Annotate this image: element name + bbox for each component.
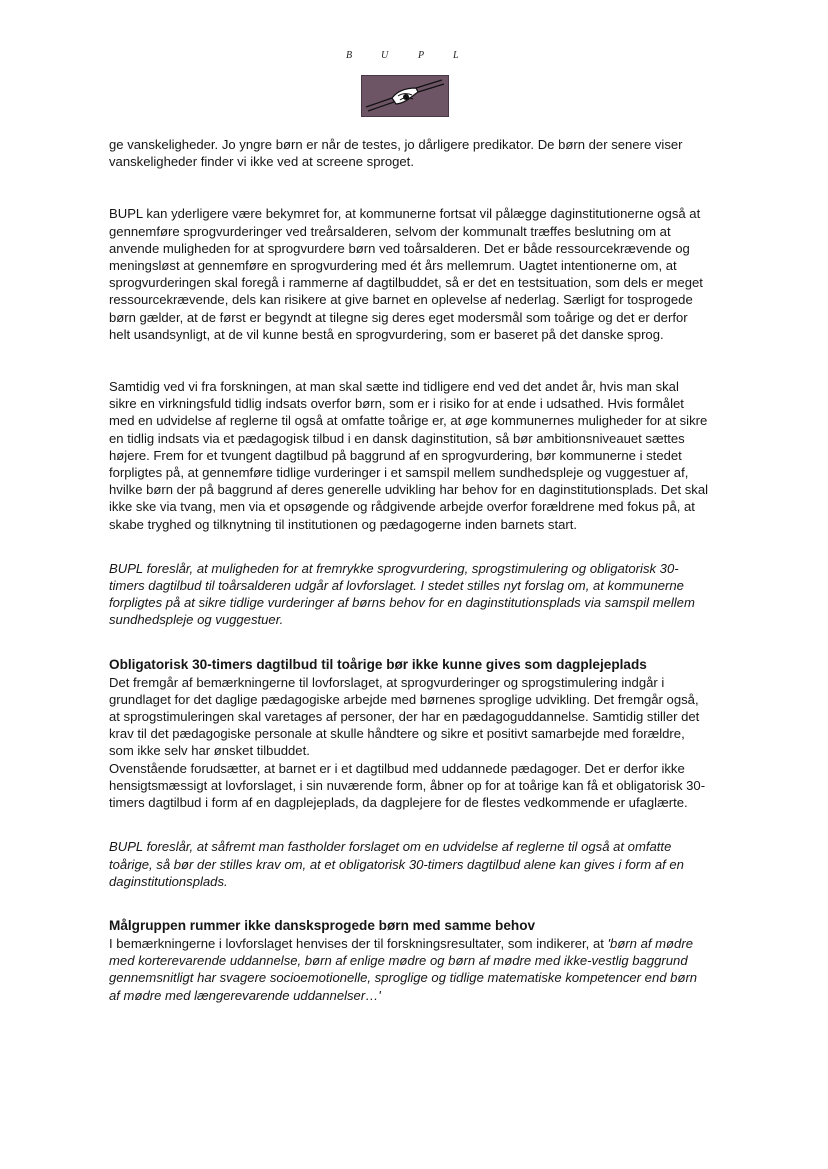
- heading-maalgruppe: Målgruppen rummer ikke dansksprogede børn med samme behov: [109, 917, 536, 933]
- paragraph-8: [109, 935, 709, 1004]
- proposal-1: BUPL foreslår, at muligheden for at fremrykke sprogvurdering, sprogstimulering og obligatorisk 30-timers dagtilbud til toårsalderen udgår af lovforslaget. I stedet stilles nyt forslag om, at kommunerne forpligtes på at sikre tidlige vurderinger af børns behov for en daginstitutionsplads via samspil mellem sundhedspleje og vuggestuer.: [109, 560, 695, 628]
- letter-b: B: [346, 50, 353, 61]
- bupl-logo: [361, 75, 449, 117]
- heading-dagpleje: Obligatorisk 30-timers dagtilbud til toårige bør ikke kunne gives som dagplejeplads: [109, 656, 647, 672]
- letterhead: [0, 50, 828, 120]
- paragraph-3: Samtidig ved vi fra forskningen, at man skal sætte ind tidligere end ved det andet år, hvis man skal sikre en virkningsfuld tidlig indsats overfor børn, som er i risiko for at ende i udsathed. Hvis formålet med en udvidelse af reglerne til også at omfatte toårige er, at øge kommunernes muligheder for at sikre en tidlig indsats via et pædagogisk tilbud i en dansk daginstitution, så bør ambitionsniveauet sættes højere. Frem for et tvungent dagtilbud på baggrund af en sprogvurdering, bør kommunerne i stedet forpligtes på, at gennemføre tidlige vurderinger i et samspil mellem sundhedspleje og vuggestuer af, hvilke børn der på baggrund af deres generelle udvikling har behov for en daginstitutionsplads. Det skal ikke ske via tvang, men via et opsøgende og rådgivende arbejde overfor forældrene med fokus på, at skabe tryghed og tilknytning til institutionen og pædagogerne inden barnets start.: [109, 379, 709, 532]
- paragraph-1: ge vanskeligheder. Jo yngre børn er når de testes, jo dårligere predikator. De børn der senere viser vanskeligheder finder vi ikke ved at screene sproget.: [109, 137, 683, 170]
- paragraph-8-quote: 'børn af mødre med korterevarende uddannelse, børn af enlige mødre og børn af mødre med ikke-vestlig baggrund gennemsnitligt har svagere socioemotionelle, sproglige og tidlige matematiske kompetencer end børn af mødre med længerevarende uddannelser…': [109, 935, 698, 1003]
- bupl-letters: [346, 50, 466, 64]
- paragraph-2: BUPL kan yderligere være bekymret for, at kommunerne fortsat vil pålægge daginstitutionerne også at gennemføre sprogvurderinger ved treårsalderen, selvom der kommunalt træffes beslutning om at anvende muligheden for at sprogvurdere børn ved toårsalderen. Det er både ressourcekrævende og meningsløst at gennemføre en sprogvurdering med ét års mellemrum. Uagtet intentionerne om, at sprogvurderingen skal foregå i rammerne af dagtilbuddet, så er det en testsituation, som dels er meget ressourcekrævende, dels kan risikere at give barnet en oplevelse af nederlag. Særligt for tosprogede børn gælder, at de først er begyndt at tilegne sig deres eget modersmål som toårige og det er derfor helt usandsynligt, at de vil kunne bestå en sprogvurdering, som er baseret på det danske sprog.: [109, 206, 703, 342]
- paragraph-5: Det fremgår af bemærkningerne til lovforslaget, at sprogvurderinger og sprogstimulering indgår i grundlaget for det daglige pædagogiske arbejde med børnenes sproglige udvikling. Det fremgår også, at sprogstimuleringen skal varetages af personer, der har en pædagoguddannelse. Samtidig stiller det krav til det pædagogiske personale at skulle håndtere og sikre et positivt samarbejde med forældre, som ikke selv har ønsket tilbuddet.: [109, 674, 700, 759]
- paragraph-6: Ovenstående forudsætter, at barnet er i et dagtilbud med uddannede pædagoger. Det er derfor ikke hensigtsmæssigt at lovforslaget, i sin nuværende form, åbner op for at toårige kan få et obligatorisk 30-timers dagtilbud i form af en dagplejeplads, da dagplejere for de flestes vedkommende er ufaglærte.: [109, 760, 706, 811]
- handshake-icon: [362, 76, 448, 116]
- letter-l: L: [453, 50, 459, 61]
- proposal-2: BUPL foreslår, at såfremt man fastholder forslaget om en udvidelse af reglerne til også at omfatte toårige, så bør der stilles krav om, at et obligatorisk 30-timers dagtilbud alene kan gives i form af en daginstitutionsplads.: [109, 839, 684, 889]
- letter-u: U: [381, 50, 389, 61]
- document-body: [109, 136, 709, 1004]
- letter-p: P: [418, 50, 425, 61]
- paragraph-8-text: I bemærkningerne i lovforslaget henvises der til forskningsresultater, som indikerer, at: [109, 935, 608, 951]
